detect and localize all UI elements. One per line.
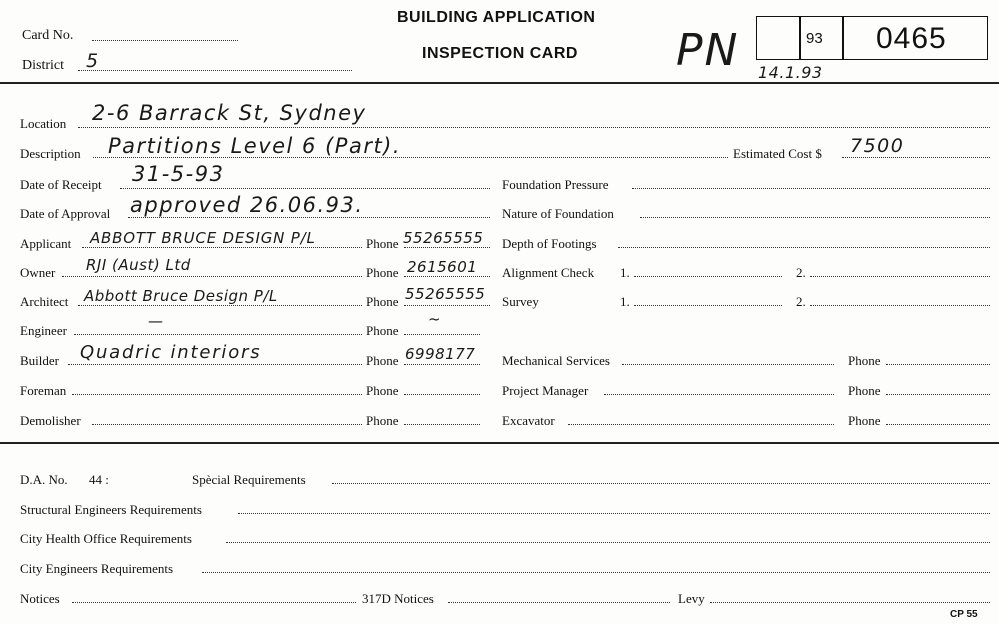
demolisher-phone-line bbox=[404, 424, 480, 425]
demolisher-label: Demolisher bbox=[20, 413, 81, 428]
architect-label: Architect bbox=[20, 294, 69, 309]
card-no-label: Card No. bbox=[22, 28, 74, 43]
excavator-phone-label: Phone bbox=[848, 413, 881, 428]
city-engineers-requirements-label: City Engineers Requirements bbox=[20, 561, 174, 576]
architect-phone-value: 55265555 bbox=[405, 285, 486, 303]
project-manager-phone-label: Phone bbox=[848, 383, 881, 398]
survey-line-2 bbox=[810, 305, 990, 306]
description-value: Partitions Level 6 (Part). bbox=[108, 134, 402, 158]
engineer-phone-value: ~ bbox=[428, 310, 442, 328]
health-requirements-line bbox=[226, 542, 990, 543]
mechanical-services-phone-line bbox=[886, 364, 990, 365]
excavator-line bbox=[568, 424, 834, 425]
alignment-check-num-1: 1. bbox=[620, 265, 630, 280]
da-no-label: D.A. No. bbox=[20, 472, 68, 487]
alignment-check-line-2 bbox=[810, 276, 990, 277]
location-value: 2-6 Barrack St, Sydney bbox=[92, 101, 367, 125]
alignment-check-num-2: 2. bbox=[796, 265, 806, 280]
architect-phone-label: Phone bbox=[366, 294, 399, 309]
foreman-line bbox=[72, 394, 362, 395]
date-of-approval-label: Date of Approval bbox=[20, 206, 111, 221]
section-divider bbox=[0, 442, 999, 444]
title-line1: BUILDING APPLICATION bbox=[397, 9, 596, 26]
mechanical-services-phone-label: Phone bbox=[848, 353, 881, 368]
engineer-phone-label: Phone bbox=[366, 323, 399, 338]
architect-line bbox=[78, 305, 362, 306]
foundation-pressure-label: Foundation Pressure bbox=[502, 177, 609, 192]
owner-line bbox=[62, 276, 362, 277]
health-requirements-label: City Health Office Requirements bbox=[20, 531, 192, 546]
applicant-line bbox=[82, 247, 362, 248]
notices-317d-line bbox=[448, 602, 670, 603]
depth-of-footings-line bbox=[618, 247, 990, 248]
levy-label: Levy bbox=[678, 591, 705, 606]
project-manager-phone-line bbox=[886, 394, 990, 395]
location-label: Location bbox=[20, 116, 67, 131]
da-no-value: 44 : bbox=[89, 472, 109, 487]
location-line bbox=[78, 127, 990, 128]
header-divider bbox=[0, 82, 999, 84]
owner-label: Owner bbox=[20, 265, 56, 280]
levy-line bbox=[710, 602, 990, 603]
description-line bbox=[93, 157, 728, 158]
engineer-label: Engineer bbox=[20, 323, 67, 338]
mechanical-services-line bbox=[622, 364, 834, 365]
owner-phone-label: Phone bbox=[366, 265, 399, 280]
foreman-label: Foreman bbox=[20, 383, 67, 398]
demolisher-phone-label: Phone bbox=[366, 413, 399, 428]
city-engineers-requirements-line bbox=[202, 572, 990, 573]
survey-num-2: 2. bbox=[796, 294, 806, 309]
builder-value: Quadric interiors bbox=[80, 342, 262, 363]
applicant-label: Applicant bbox=[20, 236, 72, 251]
survey-line-1 bbox=[634, 305, 782, 306]
date-of-receipt-label: Date of Receipt bbox=[20, 177, 102, 192]
district-label: District bbox=[22, 58, 64, 73]
engineer-line bbox=[74, 334, 362, 335]
foundation-pressure-line bbox=[632, 188, 990, 189]
builder-phone-label: Phone bbox=[366, 353, 399, 368]
survey-label: Survey bbox=[502, 294, 539, 309]
date-of-approval-value: approved 26.06.93. bbox=[130, 193, 364, 217]
form-code: CP 55 bbox=[950, 609, 978, 620]
nature-of-foundation-line bbox=[640, 217, 990, 218]
owner-phone-line bbox=[404, 276, 490, 277]
builder-line bbox=[68, 364, 362, 365]
structural-requirements-line bbox=[238, 513, 990, 514]
excavator-label: Excavator bbox=[502, 413, 555, 428]
date-stamp: 14.1.93 bbox=[758, 63, 823, 82]
application-number: 0465 bbox=[876, 22, 947, 55]
date-of-receipt-line bbox=[120, 188, 490, 189]
notices-line bbox=[72, 602, 356, 603]
foreman-phone-line bbox=[404, 394, 480, 395]
card-no-line bbox=[92, 40, 238, 41]
estimated-cost-line bbox=[842, 157, 990, 158]
engineer-value: — bbox=[148, 312, 164, 330]
notices-label: Notices bbox=[20, 591, 60, 606]
architect-phone-line bbox=[404, 305, 490, 306]
structural-requirements-label: Structural Engineers Requirements bbox=[20, 502, 202, 517]
nature-of-foundation-label: Nature of Foundation bbox=[502, 206, 614, 221]
builder-phone-line bbox=[404, 364, 480, 365]
architect-value: Abbott Bruce Design P/L bbox=[84, 287, 278, 305]
title-line2: INSPECTION CARD bbox=[422, 45, 578, 62]
applicant-phone-value: 55265555 bbox=[403, 229, 484, 247]
date-of-approval-line bbox=[128, 217, 490, 218]
applicant-phone-label: Phone bbox=[366, 236, 399, 251]
alignment-check-label: Alignment Check bbox=[502, 265, 595, 280]
description-label: Description bbox=[20, 146, 81, 161]
foreman-phone-label: Phone bbox=[366, 383, 399, 398]
notices-317d-label: 317D Notices bbox=[362, 591, 434, 606]
excavator-phone-line bbox=[886, 424, 990, 425]
engineer-phone-line bbox=[404, 334, 480, 335]
builder-label: Builder bbox=[20, 353, 59, 368]
estimated-cost-label: Estimated Cost $ bbox=[733, 146, 822, 161]
survey-num-1: 1. bbox=[620, 294, 630, 309]
estimated-cost-value: 7500 bbox=[850, 135, 905, 157]
district-line bbox=[78, 70, 352, 71]
owner-value: RJI (Aust) Ltd bbox=[86, 256, 191, 274]
owner-phone-value: 2615601 bbox=[407, 258, 478, 276]
district-value: 5 bbox=[86, 50, 100, 72]
depth-of-footings-label: Depth of Footings bbox=[502, 236, 597, 251]
initials: PN bbox=[676, 25, 740, 76]
application-number-box bbox=[756, 16, 988, 60]
special-requirements-label: Spècial Requirements bbox=[192, 472, 306, 487]
special-requirements-line bbox=[332, 483, 990, 484]
alignment-check-line-1 bbox=[634, 276, 782, 277]
date-of-receipt-value: 31-5-93 bbox=[132, 162, 225, 186]
demolisher-line bbox=[92, 424, 362, 425]
applicant-phone-line bbox=[404, 247, 490, 248]
application-year: 93 bbox=[806, 30, 823, 47]
project-manager-label: Project Manager bbox=[502, 383, 589, 398]
mechanical-services-label: Mechanical Services bbox=[502, 353, 610, 368]
project-manager-line bbox=[604, 394, 834, 395]
builder-phone-value: 6998177 bbox=[405, 345, 476, 363]
applicant-value: ABBOTT BRUCE DESIGN P/L bbox=[90, 229, 316, 247]
